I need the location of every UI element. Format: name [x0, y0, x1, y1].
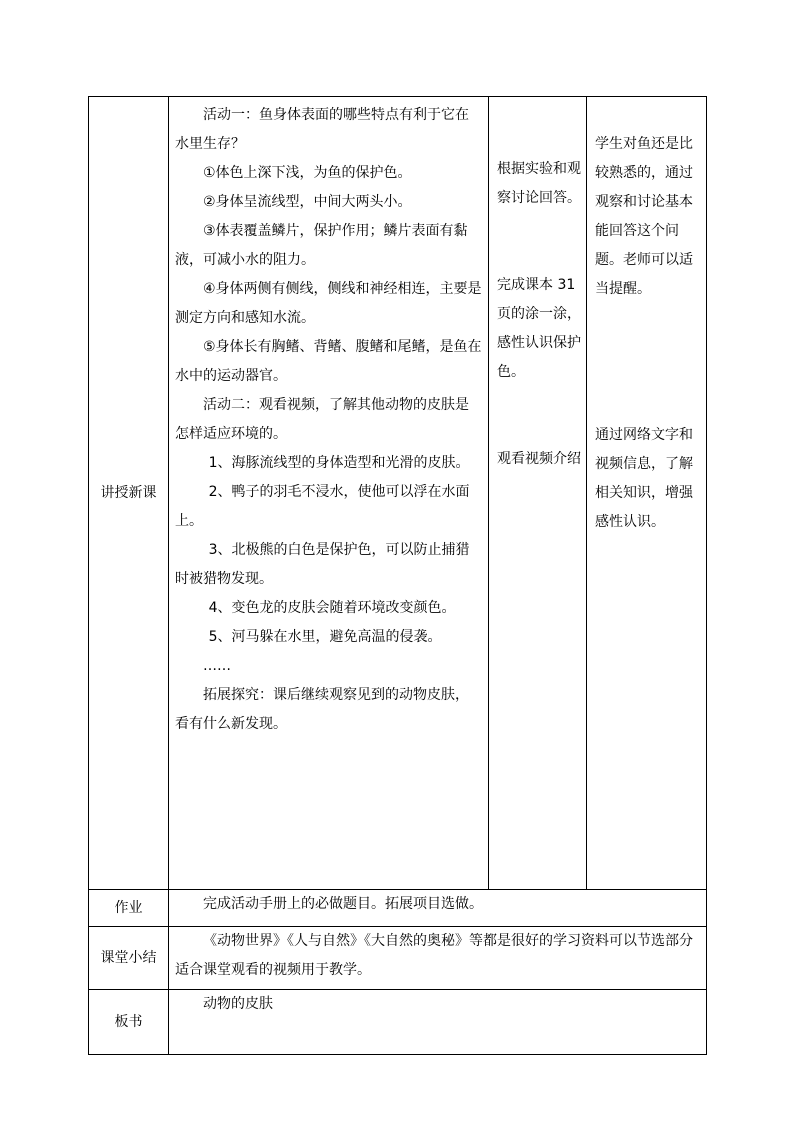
homework-row	[89, 890, 707, 927]
activity1-title: 活动一：鱼身体表面的哪些特点有利于它在水里生存？	[175, 107, 469, 152]
activity1-point: ⑤身体长有胸鳍、背鳍、腹鳍和尾鳍，是鱼在水中的运动器官。	[175, 339, 482, 384]
lesson-plan-table	[88, 96, 707, 1055]
design-intent-item: 通过网络文字和视频信息，了解相关知识，增强感性认识。	[595, 427, 693, 530]
summary-text: 《动物世界》《人与自然》《大自然的奥秘》等都是很好的学习资料可以节选部分适合课堂观看的视频用于教学。	[175, 933, 693, 978]
ellipsis: ……	[203, 658, 231, 674]
board-row	[89, 990, 707, 1055]
activity2-point: 4、变色龙的皮肤会随着环境改变颜色。	[208, 600, 456, 616]
student-activity-item: 完成课本 31 页的涂一涂，感性认识保护色。	[497, 277, 581, 380]
board-text: 动物的皮肤	[203, 996, 273, 1012]
design-intent-cell	[587, 97, 707, 890]
activity1-point: ①体色上深下浅，为鱼的保护色。	[203, 165, 412, 181]
design-intent-item: 学生对鱼还是比较熟悉的，通过观察和讨论基本能回答这个问题。老师可以适当提醒。	[595, 136, 693, 297]
teaching-content	[169, 97, 489, 890]
activity2-title: 活动二：观看视频，了解其他动物的皮肤是怎样适应环境的。	[175, 397, 469, 442]
activity2-point: 3、北极熊的白色是保护色，可以防止捕猎时被猎物发现。	[175, 542, 470, 587]
summary-label: 课堂小结	[89, 927, 169, 990]
student-activity-cell	[489, 97, 587, 890]
homework-text: 完成活动手册上的必做题目。拓展项目选做。	[203, 896, 483, 912]
homework-content	[169, 890, 707, 927]
activity1-point: ②身体呈流线型，中间大两头小。	[203, 194, 412, 210]
student-activity-item: 根据实验和观察讨论回答。	[497, 161, 581, 206]
teaching-label: 讲授新课	[89, 97, 169, 890]
activity1-point: ④身体两侧有侧线，侧线和神经相连，主要是测定方向和感知水流。	[175, 281, 482, 326]
summary-row	[89, 927, 707, 990]
board-label: 板书	[89, 990, 169, 1055]
activity2-point: 1、海豚流线型的身体造型和光滑的皮肤。	[208, 455, 470, 471]
extension-inquiry: 拓展探究：课后继续观察见到的动物皮肤，看有什么新发现。	[175, 687, 469, 732]
activity2-point: 2、鸭子的羽毛不浸水，使他可以浮在水面上。	[175, 484, 470, 529]
teaching-row	[89, 97, 707, 890]
homework-label: 作业	[89, 890, 169, 927]
activity1-point: ③体表覆盖鳞片，保护作用；鳞片表面有黏液，可减小水的阻力。	[175, 223, 468, 268]
board-content	[169, 990, 707, 1055]
activity2-point: 5、河马躲在水里，避免高温的侵袭。	[208, 629, 442, 645]
student-activity-item: 观看视频介绍	[497, 451, 581, 467]
summary-content	[169, 927, 707, 990]
